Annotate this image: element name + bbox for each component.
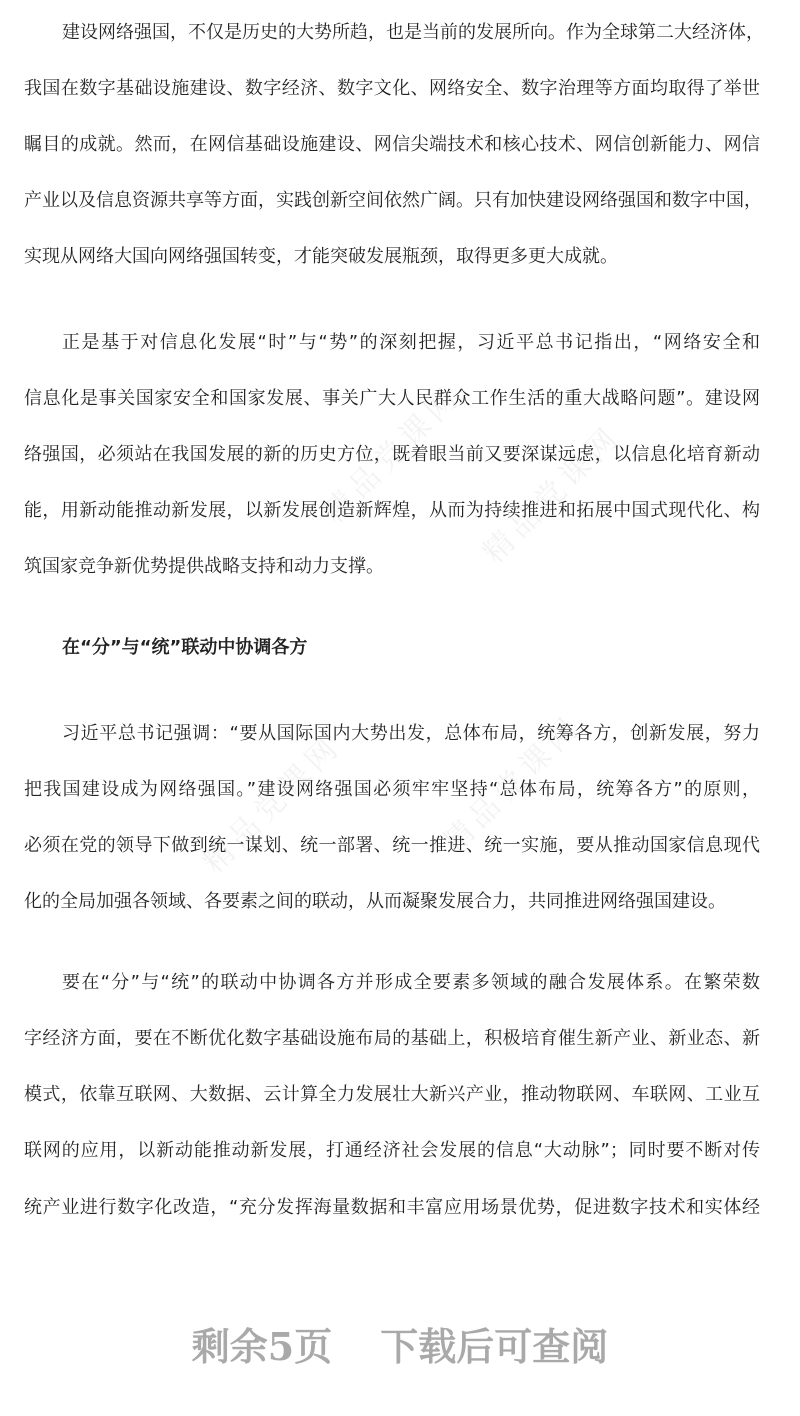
- watermark-text: 精品党课网: [476, 418, 629, 571]
- paragraph-line: 必须在党的领导下做到统一谋划、统一部署、统一推进、统一实施，要从推动国家信息现代: [24, 835, 760, 856]
- paragraph-line: 信息化是事关国家安全和国家发展、事关广大人民群众工作生活的重大战略问题”。建设网: [24, 388, 760, 409]
- paragraph-line: 正是基于对信息化发展“时”与“势”的深刻把握，习近平总书记指出，“网络安全和: [62, 332, 760, 353]
- paragraph-line: 我国在数字基础设施建设、数字经济、数字文化、网络安全、数字治理等方面均取得了举世: [24, 78, 760, 99]
- watermark-text: 精品党课网: [196, 728, 349, 881]
- download-prompt[interactable]: [0, 1316, 800, 1371]
- watermark-text: 精品党课网: [436, 708, 589, 861]
- paragraph-line: 字经济方面，要在不断优化数字基础设施布局的基础上，积极培育催生新产业、新业态、新: [24, 1028, 760, 1049]
- watermark-text: 精品党课网: [316, 378, 469, 531]
- paragraph-line: 把我国建设成为网络强国。”建设网络强国必须牢牢坚持“总体布局，统筹各方”的原则，: [24, 779, 760, 800]
- paragraph-line: 络强国，必须站在我国发展的新的历史方位，既着眼当前又要深谋远虑，以信息化培育新动: [24, 444, 760, 465]
- paragraph-line: 要在“分”与“统”的联动中协调各方并形成全要素多领域的融合发展体系。在繁荣数: [62, 972, 760, 993]
- paragraph-line: 产业以及信息资源共享等方面，实践创新空间依然广阔。只有加快建设网络强国和数字中国，: [24, 190, 762, 211]
- section-heading: 在“分”与“统”联动中协调各方: [62, 637, 308, 658]
- paragraph-line: 瞩目的成就。然而，在网信基础设施建设、网信尖端技术和核心技术、网信创新能力、网信: [24, 134, 760, 155]
- paragraph-line: 统产业进行数字化改造，“充分发挥海量数据和丰富应用场景优势，促进数字技术和实体经: [24, 1197, 760, 1218]
- paragraph-line: 化的全局加强各领域、各要素之间的联动，从而凝聚发展合力，共同推进网络强国建设。: [24, 891, 726, 912]
- paragraph-line: 能，用新动能推动新发展，以新发展创造新辉煌，从而为持续推进和拓展中国式现代化、构: [24, 500, 760, 521]
- paragraph-line: 模式，依靠互联网、大数据、云计算全力发展壮大新兴产业，推动物联网、车联网、工业互: [24, 1084, 760, 1105]
- remaining-pages-text: 剩余5页: [191, 1324, 333, 1369]
- paragraph-line: 联网的应用，以新动能推动新发展，打通经济社会发展的信息“大动脉”；同时要不断对传: [24, 1140, 760, 1161]
- paragraph-line: 筑国家竞争新优势提供战略支持和动力支撑。: [24, 556, 384, 577]
- download-to-view-text: 下载后可查阅: [380, 1324, 609, 1369]
- paragraph-line: 建设网络强国，不仅是历史的大势所趋，也是当前的发展所向。作为全球第二大经济体，: [62, 22, 764, 43]
- paragraph-line: 实现从网络大国向网络强国转变，才能突破发展瓶颈，取得更多更大成就。: [24, 246, 618, 267]
- paragraph-line: 习近平总书记强调：“要从国际国内大势出发，总体布局，统筹各方，创新发展，努力: [62, 723, 760, 744]
